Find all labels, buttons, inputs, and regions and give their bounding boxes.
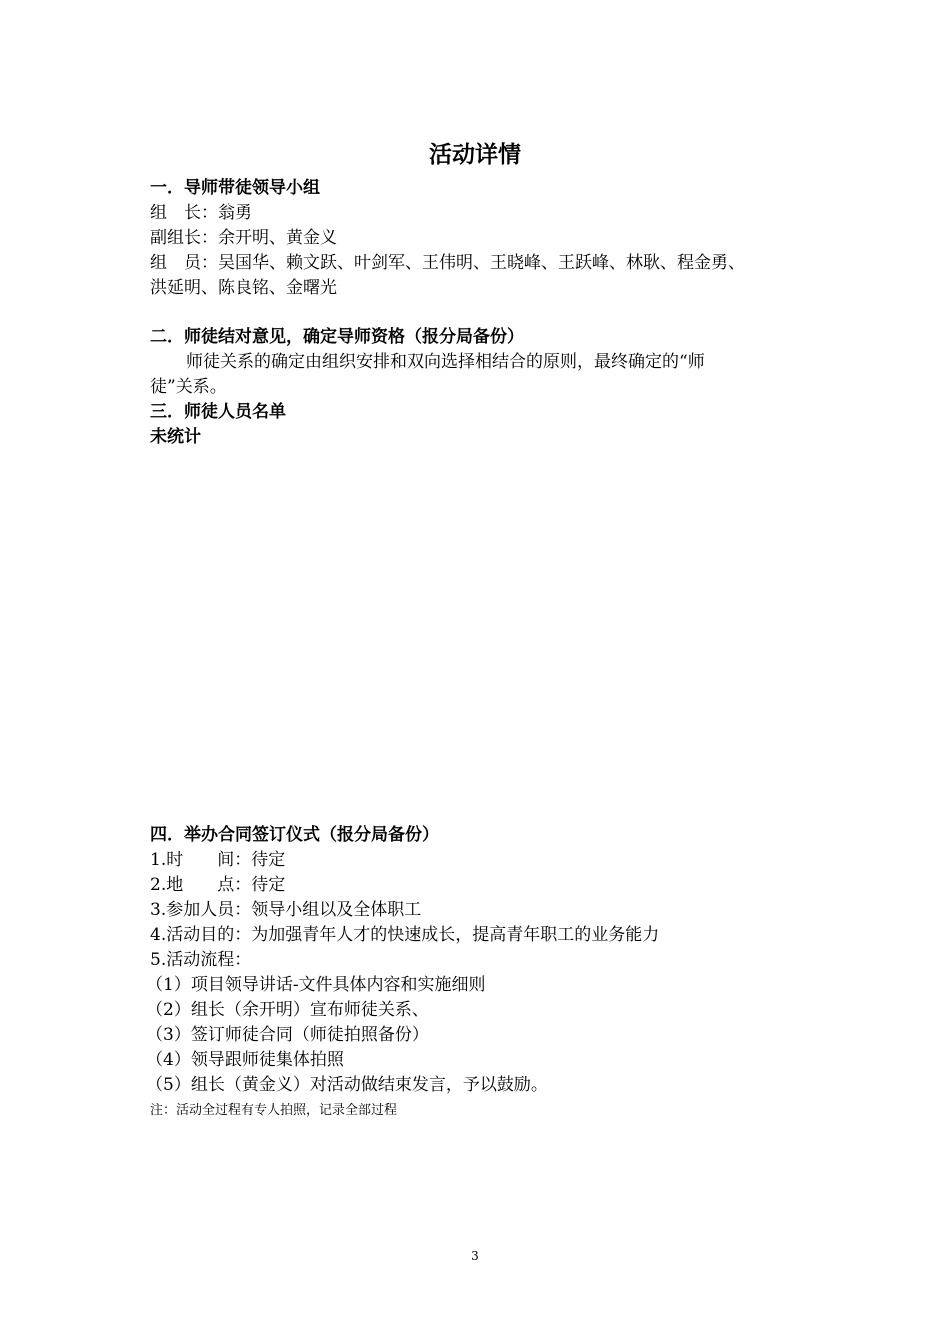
process-step-4: （4）领导跟师徒集体拍照 <box>146 1050 344 1070</box>
process-step-5: （5）组长（黄金义）对活动做结束发言，予以鼓励。 <box>146 1075 548 1095</box>
section2-body-line-2: 徒”关系。 <box>150 377 227 397</box>
page-title: 活动详情 <box>429 142 521 168</box>
leader-line: 组 长：翁勇 <box>150 203 252 223</box>
members-line-1: 组 员：吴国华、赖文跃、叶剑军、王伟明、王晓峰、王跃峰、林耿、程金勇、 <box>150 253 745 273</box>
process-step-2: （2）组长（余开明）宣布师徒关系、 <box>146 1000 429 1020</box>
members-line-2: 洪延明、陈良铭、金曙光 <box>150 278 337 298</box>
section4-heading: 四．举办合同签订仪式（报分局备份） <box>150 825 439 845</box>
section3-status: 未统计 <box>150 427 201 447</box>
list-item-participants: 3.参加人员：领导小组以及全体职工 <box>150 900 422 920</box>
page-number: 3 <box>471 1249 479 1263</box>
list-item-process: 5.活动流程： <box>150 950 252 970</box>
list-item-place: 2.地 点：待定 <box>150 875 286 895</box>
process-step-3: （3）签订师徒合同（师徒拍照备份） <box>146 1025 429 1045</box>
list-item-time: 1.时 间：待定 <box>150 850 286 870</box>
activity-note: 注：活动全过程有专人拍照，记录全部过程 <box>150 1103 398 1118</box>
section2-heading: 二．师徒结对意见，确定导师资格（报分局备份） <box>150 327 524 347</box>
deputy-line: 副组长：余开明、黄金义 <box>150 228 337 248</box>
section1-heading: 一．导师带徒领导小组 <box>150 178 320 198</box>
section2-body-line-1: 师徒关系的确定由组织安排和双向选择相结合的原则，最终确定的“师 <box>186 352 705 372</box>
process-step-1: （1）项目领导讲话-文件具体内容和实施细则 <box>146 975 486 995</box>
list-item-purpose: 4.活动目的：为加强青年人才的快速成长，提高青年职工的业务能力 <box>150 925 660 945</box>
section3-heading: 三．师徒人员名单 <box>150 402 286 422</box>
